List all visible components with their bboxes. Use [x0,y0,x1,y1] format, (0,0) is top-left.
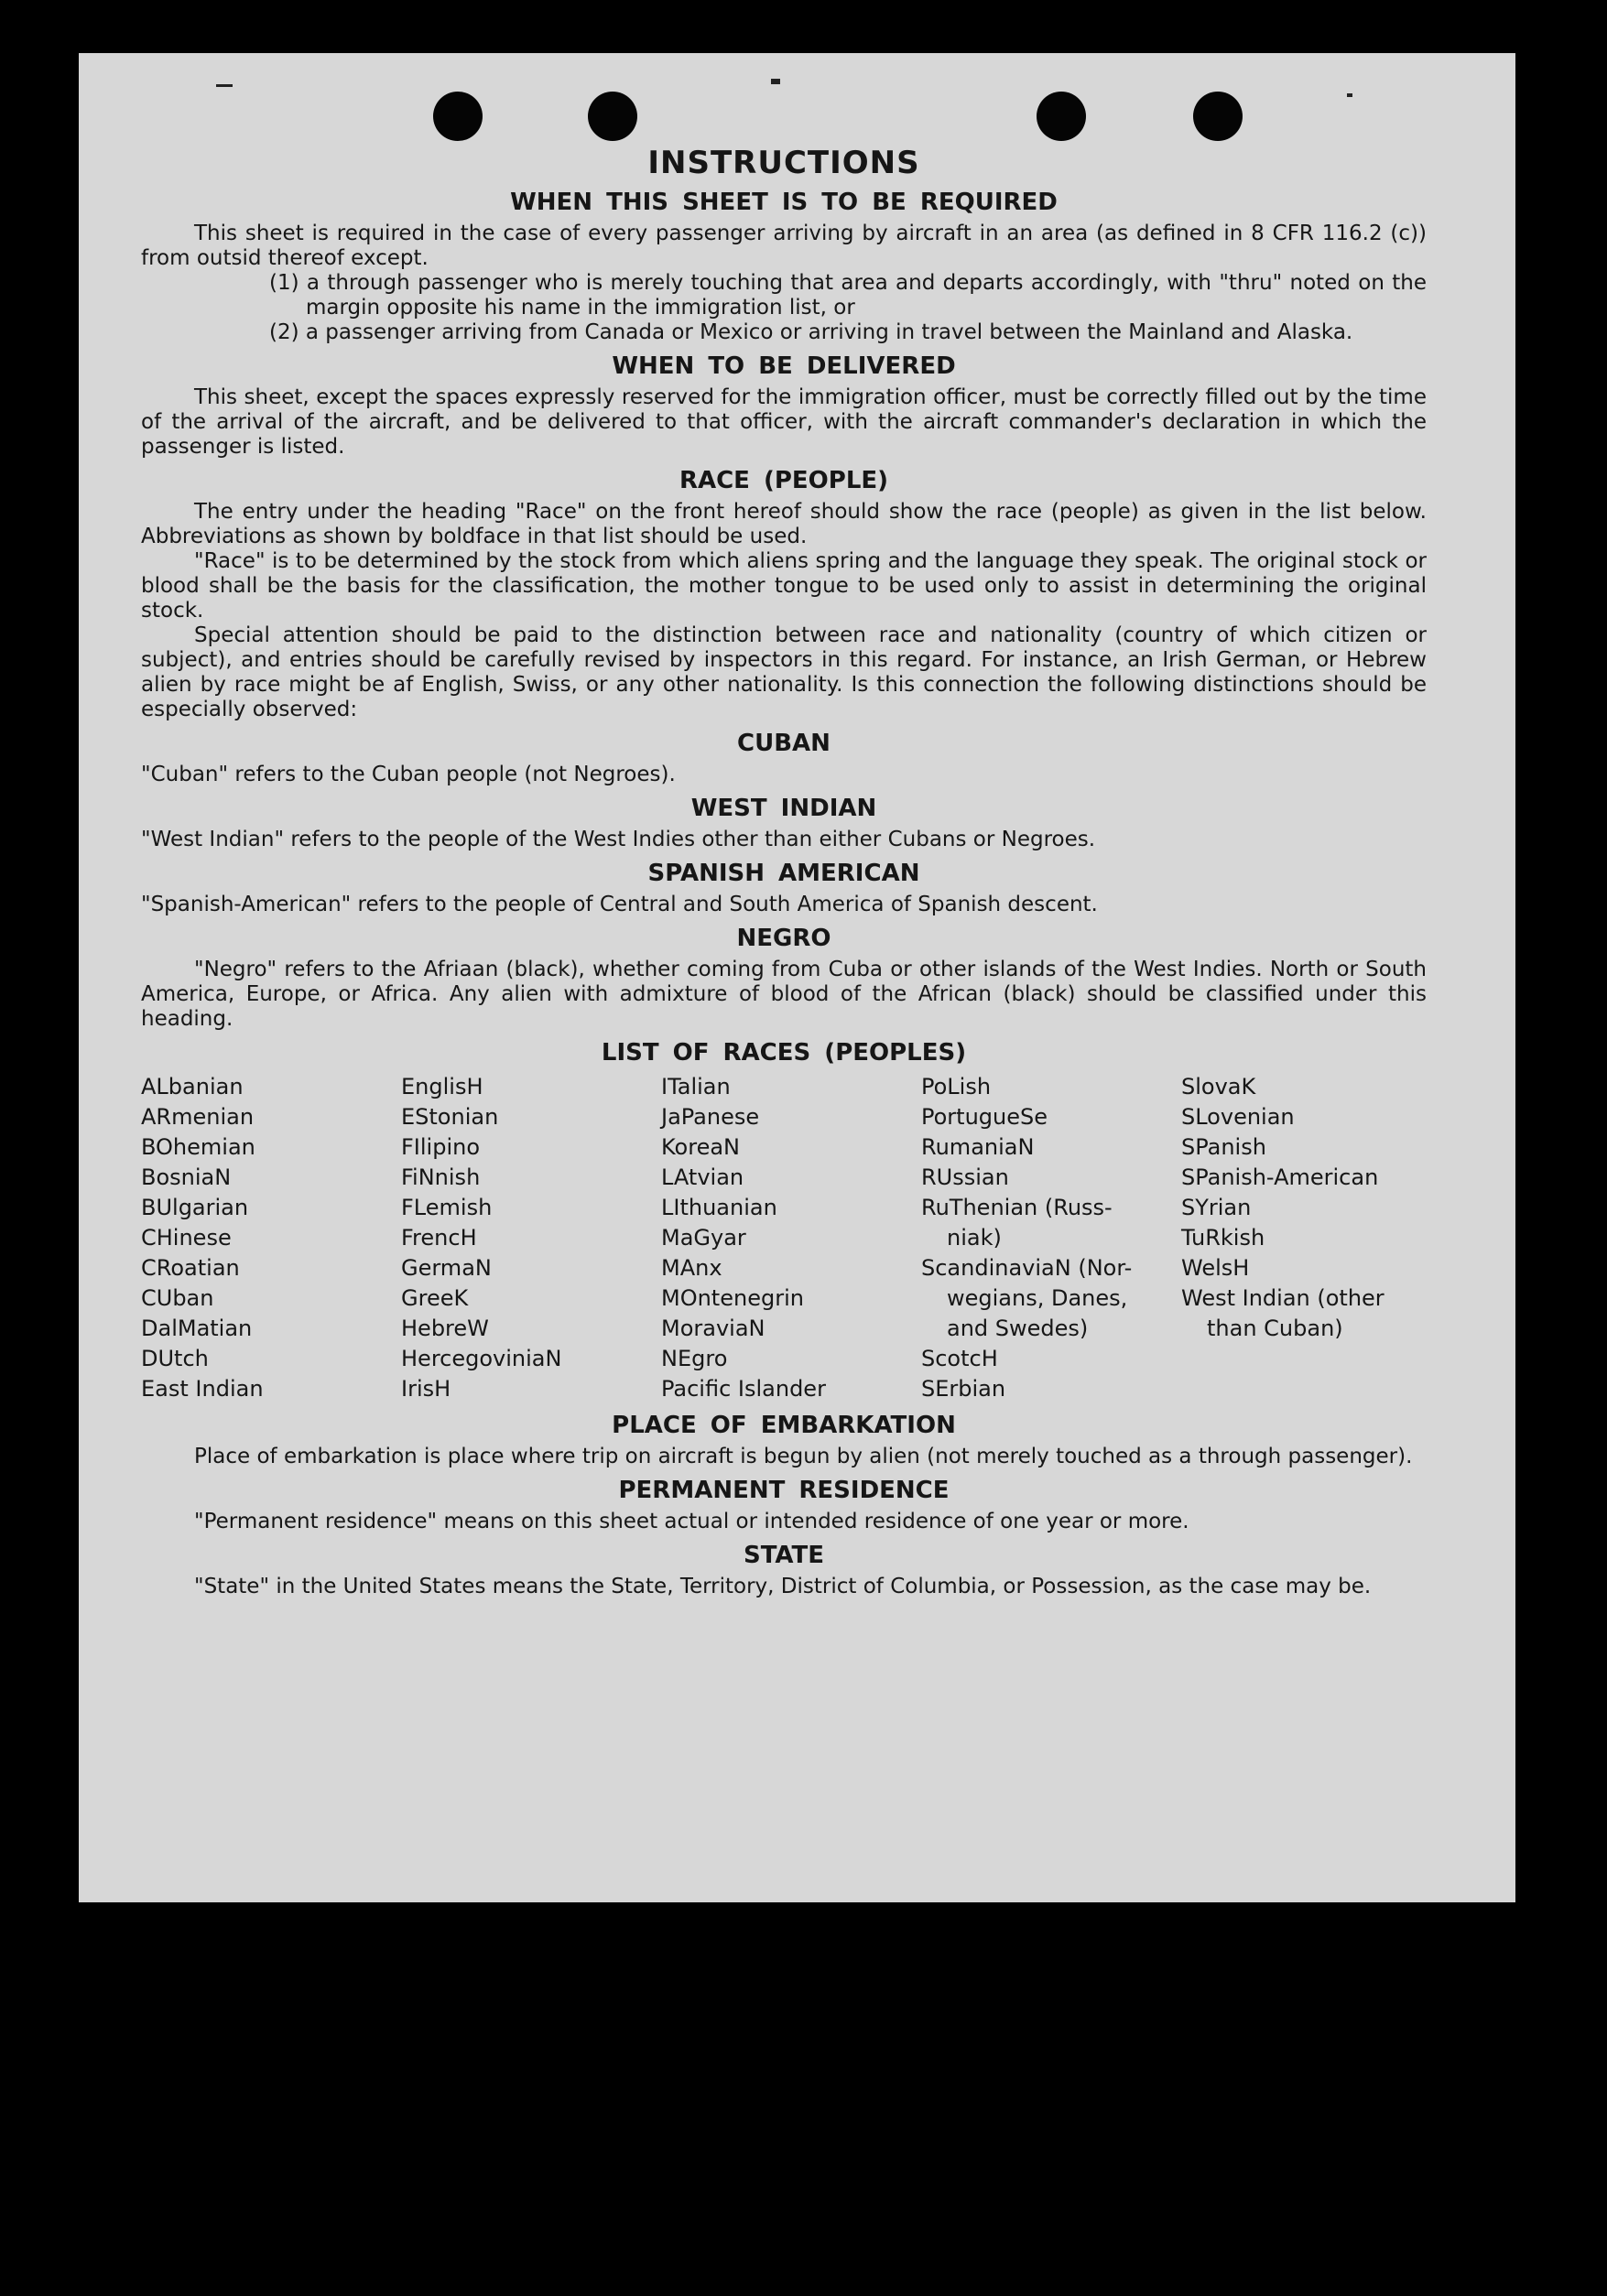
race-item: ScandinaviaN (Nor- [921,1255,1133,1281]
race-item: SPanish-American [1181,1164,1379,1190]
race-item: HercegoviniaN [401,1346,562,1371]
race-item: MaGyar [661,1225,746,1251]
paragraph: "State" in the United States means the State, Territory, District of Columbia, or Possession, as the case may be. [194,1575,1372,1598]
races-column [141,1072,401,1404]
race-item: EnglisH [401,1074,483,1099]
race-item: PortugueSe [921,1104,1048,1130]
paragraph: Special attention should be paid to the distinction between race and nationality (country of which citizen or subject), and entries should be carefully revised by inspectors in this regard. For instance, an Irish German, or Hebrew alien by race might be af English, Swiss, or any other nationality. Is this connection the following distinctions should be especially observed: [141,623,1427,721]
paragraph: "Cuban" refers to the Cuban people (not Negroes). [141,763,676,786]
section-heading: PERMANENT RESIDENCE [618,1477,950,1504]
race-item: SPanish [1181,1134,1266,1160]
page-title: INSTRUCTIONS [647,145,920,181]
race-item: DUtch [141,1346,209,1371]
race-item: FrencH [401,1225,477,1251]
races-column [401,1072,661,1404]
section-heading: WHEN THIS SHEET IS TO BE REQUIRED [510,189,1058,216]
race-item: Pacific Islander [661,1376,826,1402]
race-item: IrisH [401,1376,451,1402]
paragraph: The entry under the heading "Race" on the front hereof should show the race (people) as given in the list below. Abbreviations as shown by boldface in that list should be used. [141,500,1427,548]
speck [1347,93,1352,97]
race-item: FiNnish [401,1164,481,1190]
punch-hole [588,92,637,141]
race-item: SLovenian [1181,1104,1295,1130]
race-item: RUssian [921,1164,1009,1190]
paragraph: This sheet is required in the case of every passenger arriving by aircraft in an area (as defined in 8 CFR 116.2 (c)) from outsid thereof except. [141,222,1427,270]
race-item: DalMatian [141,1316,253,1341]
race-item: niak) [947,1225,1002,1251]
race-item: ARmenian [141,1104,255,1130]
section-heading: WEST INDIAN [690,795,877,822]
race-item: SlovaK [1181,1074,1256,1099]
race-item: MAnx [661,1255,722,1281]
race-item: and Swedes) [947,1316,1089,1341]
section-heading: RACE (PEOPLE) [679,467,889,494]
paragraph: "Negro" refers to the Afriaan (black), whether coming from Cuba or other islands of the West Indies. North or South America, Europe, or Africa. Any alien with admixture of blood of the African (black) should be classified under this heading. [141,958,1427,1031]
races-column [661,1072,921,1404]
race-item: JaPanese [661,1104,760,1130]
paragraph: Place of embarkation is place where trip on aircraft is begun by alien (not merely touched as a through passenger). [194,1445,1413,1468]
race-item: CUban [141,1285,214,1311]
instructions-content [141,145,1427,1599]
speck [771,79,780,84]
race-item: KoreaN [661,1134,740,1160]
race-item: FLemish [401,1195,493,1220]
race-item: HebreW [401,1316,489,1341]
race-item: RumaniaN [921,1134,1035,1160]
paragraph: "Spanish-American" refers to the people of Central and South America of Spanish descent. [141,893,1098,916]
section-heading: PLACE OF EMBARKATION [612,1412,956,1439]
punch-hole [1193,92,1243,141]
punch-hole [1037,92,1086,141]
race-item: wegians, Danes, [947,1285,1128,1311]
list-item: (1) a through passenger who is merely touching that area and departs accordingly, with "thru" noted on the margin opposite his name in the immigration list, or [269,271,1427,319]
section-heading: NEGRO [736,925,831,952]
race-item: WelsH [1181,1255,1250,1281]
race-item: RuThenian (Russ- [921,1195,1113,1220]
race-item: CHinese [141,1225,232,1251]
section-heading: SPANISH AMERICAN [647,860,920,887]
paragraph: "Permanent residence" means on this sheet actual or intended residence of one year or more. [194,1510,1189,1533]
race-item: CRoatian [141,1255,240,1281]
races-column [921,1072,1181,1404]
race-item: ALbanian [141,1074,244,1099]
speck [216,84,233,87]
race-item: LAtvian [661,1164,744,1190]
race-item: FIlipino [401,1134,481,1160]
races-column [1181,1072,1427,1404]
race-item: SErbian [921,1376,1006,1402]
section-heading: WHEN TO BE DELIVERED [612,352,956,380]
race-item: East Indian [141,1376,264,1402]
race-item: BUlgarian [141,1195,249,1220]
paragraph: "Race" is to be determined by the stock from which aliens spring and the language they speak. The original stock or blood shall be the basis for the classification, the mother tongue to be used only to assist in determining the original stock. [141,549,1427,623]
race-item: BosniaN [141,1164,232,1190]
race-item: ScotcH [921,1346,998,1371]
races-list [141,1072,1427,1404]
race-item: GreeK [401,1285,469,1311]
race-item: TuRkish [1181,1225,1265,1251]
race-item: EStonian [401,1104,499,1130]
section-heading: STATE [743,1542,825,1569]
race-item: West Indian (other [1181,1285,1384,1311]
list-item: (2) a passenger arriving from Canada or Mexico or arriving in travel between the Mainland and Alaska. [269,320,1353,344]
race-item: MOntenegrin [661,1285,804,1311]
race-item: LIthuanian [661,1195,777,1220]
race-item: MoraviaN [661,1316,765,1341]
paragraph: This sheet, except the spaces expressly reserved for the immigration officer, must be correctly filled out by the time of the arrival of the aircraft, and be delivered to that officer, with the aircraft commander's declaration in which the passenger is listed. [141,385,1427,459]
race-item: than Cuban) [1207,1316,1343,1341]
race-item: BOhemian [141,1134,255,1160]
race-item: ITalian [661,1074,731,1099]
race-item: NEgro [661,1346,728,1371]
race-item: PoLish [921,1074,992,1099]
section-heading: CUBAN [737,730,831,757]
race-item: SYrian [1181,1195,1252,1220]
punch-hole [433,92,483,141]
race-item: GermaN [401,1255,492,1281]
races-heading: LIST OF RACES (PEOPLES) [601,1039,967,1067]
paragraph: "West Indian" refers to the people of the West Indies other than either Cubans or Negroes. [141,828,1096,851]
document-sheet [79,53,1515,1902]
